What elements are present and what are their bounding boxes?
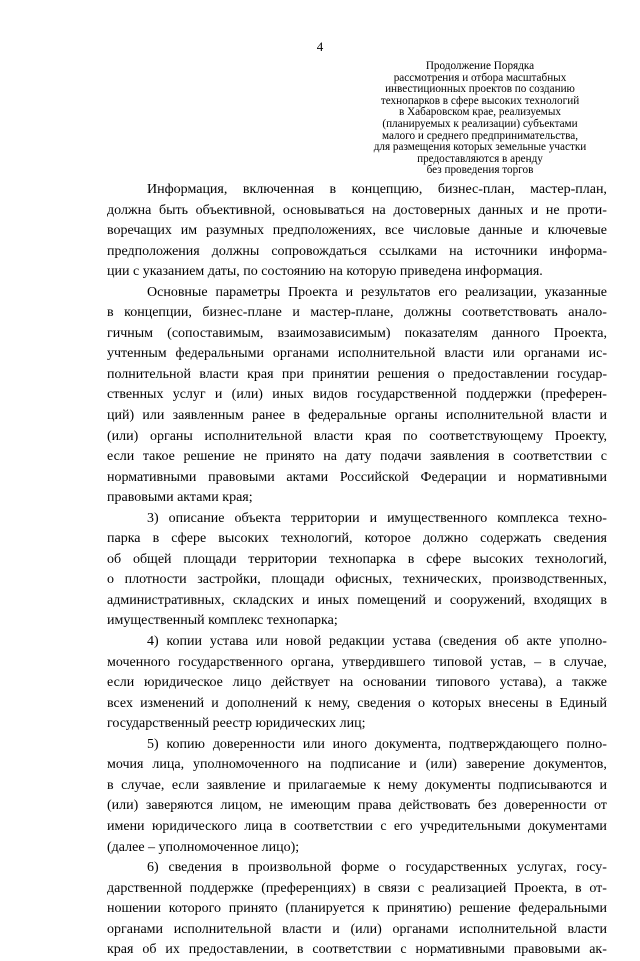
paragraph-line: мочия лица, уполномоченного на подписание и (или) заверение документов, [107,757,607,773]
paragraph-line: имени юридического лица в соответствии с его учредительными документами [107,818,607,834]
paragraph-line: воречащих им разумных предположениях, все числовые данные и ключевые [107,223,607,239]
paragraph-line: (далее – уполномоченное лицо); [107,839,300,855]
paragraph-line: о плотности застройки, площади офисных, технических, производственных, [107,572,607,588]
paragraph-line: (или) заверяются лицом, не имеющим права действовать без доверенности от [107,798,607,814]
paragraph-line: ношении которого принято (планируется к принятию) решение федеральными [107,901,607,917]
header-line: рассмотрения и отбора масштабных [393,71,567,84]
header-line: технопарков в сфере высоких технологий [380,94,580,107]
header-line: малого и среднего предпринимательства, [381,129,579,142]
paragraph-line: должна быть объективной, основываться на достоверных данных и не проти- [107,202,607,218]
paragraph-line: 5) копию доверенности или иного документа, подтверждающего полно- [147,736,607,752]
document-body [107,180,607,961]
header-line: без проведения торгов [426,164,534,177]
paragraph-line: края об их предоставлении, в соответствии с нормативными правовыми ак- [107,942,607,958]
paragraph [107,283,607,509]
paragraph-line: 3) описание объекта территории и имущественного комплекса техно- [147,510,607,526]
paragraph-line: полнительной власти края при принятии решения о предоставлении государ- [107,366,607,382]
paragraph-line: если такое решение не принято на дату подачи заявления в соответствии с [107,449,607,465]
paragraph-line: государственный реестр юридических лиц; [107,716,366,732]
header-line: в Хабаровском крае, реализуемых [399,106,561,119]
paragraph-line: нормативными правовыми актами Российской Федерации и нормативными [107,469,607,485]
paragraph-line: об общей площади территории технопарка в сфере высоких технологий, [107,551,607,567]
paragraph-line: 4) копии устава или новой редакции устава (сведения об акте уполно- [147,634,607,650]
paragraph-line: ции с указанием даты, по состоянию на которую приведена информация. [107,264,543,280]
paragraph-line: органами исполнительной власти и (или) органами исполнительной власти [107,921,607,937]
paragraph-line: 6) сведения в произвольной форме о государственных услугах, госу- [147,860,607,876]
paragraph [107,632,607,735]
page-number: 4 [316,39,324,54]
paragraph-line: в случае, если заявление и прилагаемые к нему документы подписываются и [107,777,607,793]
paragraph-line: дарственной поддержке (преференциях) в связи с реализацией Проекта, в от- [107,880,607,896]
paragraph-line: в концепции, бизнес-плане и мастер-плане, должны соответствовать анало- [107,305,607,321]
paragraph-line: (или) органы исполнительной власти края по соответствующему Проекту, [107,428,607,444]
paragraph [107,509,607,632]
paragraph-line: ственных услуг и (или) иных видов государственной поддержки (преферен- [107,387,607,403]
paragraph-line: гичным (сопоставимым, взаимозависимым) показателям данного Проекта, [107,325,607,341]
paragraph-line: моченного государственного органа, утвердившего типовой устав, – в случае, [107,654,607,670]
paragraph-line: учтенным федеральными органами исполнительной власти или органами ис- [107,346,607,362]
header-line: Продолжение Порядка [425,60,535,72]
document-header-note [344,61,616,177]
paragraph-line: правовыми актами края; [107,490,253,506]
paragraph-line: если юридическое лицо действует на основании типового устава), а также [107,675,607,691]
paragraph [107,735,607,858]
header-line: для размещения которых земельные участки [373,141,587,154]
paragraph-line: ций) или заявленным ранее в федеральные органы исполнительной власти и [107,408,607,424]
paragraph-line: предположения должны сопровождаться ссылками на источники информа- [107,243,607,259]
header-line: предоставляются в аренду [417,152,543,165]
paragraph-line: парка в сфере высоких технологий, которое должно содержать сведения [107,531,607,547]
header-line: инвестиционных проектов по созданию [385,83,575,96]
paragraph-line: имущественный комплекс технопарка; [107,613,338,629]
paragraph-line: административных, складских и иных помещений и сооружений, входящих в [107,592,607,608]
header-line: (планируемых к реализации) субъектами [382,117,578,130]
paragraph-line: Информация, включенная в концепцию, бизнес-план, мастер-план, [147,182,607,197]
paragraph [107,180,607,283]
paragraph-line: Основные параметры Проекта и результатов его реализации, указанные [147,284,607,300]
paragraph [107,858,607,961]
paragraph-line: всех изменений и дополнений к нему, сведения о которых внесены в Единый [107,695,607,711]
